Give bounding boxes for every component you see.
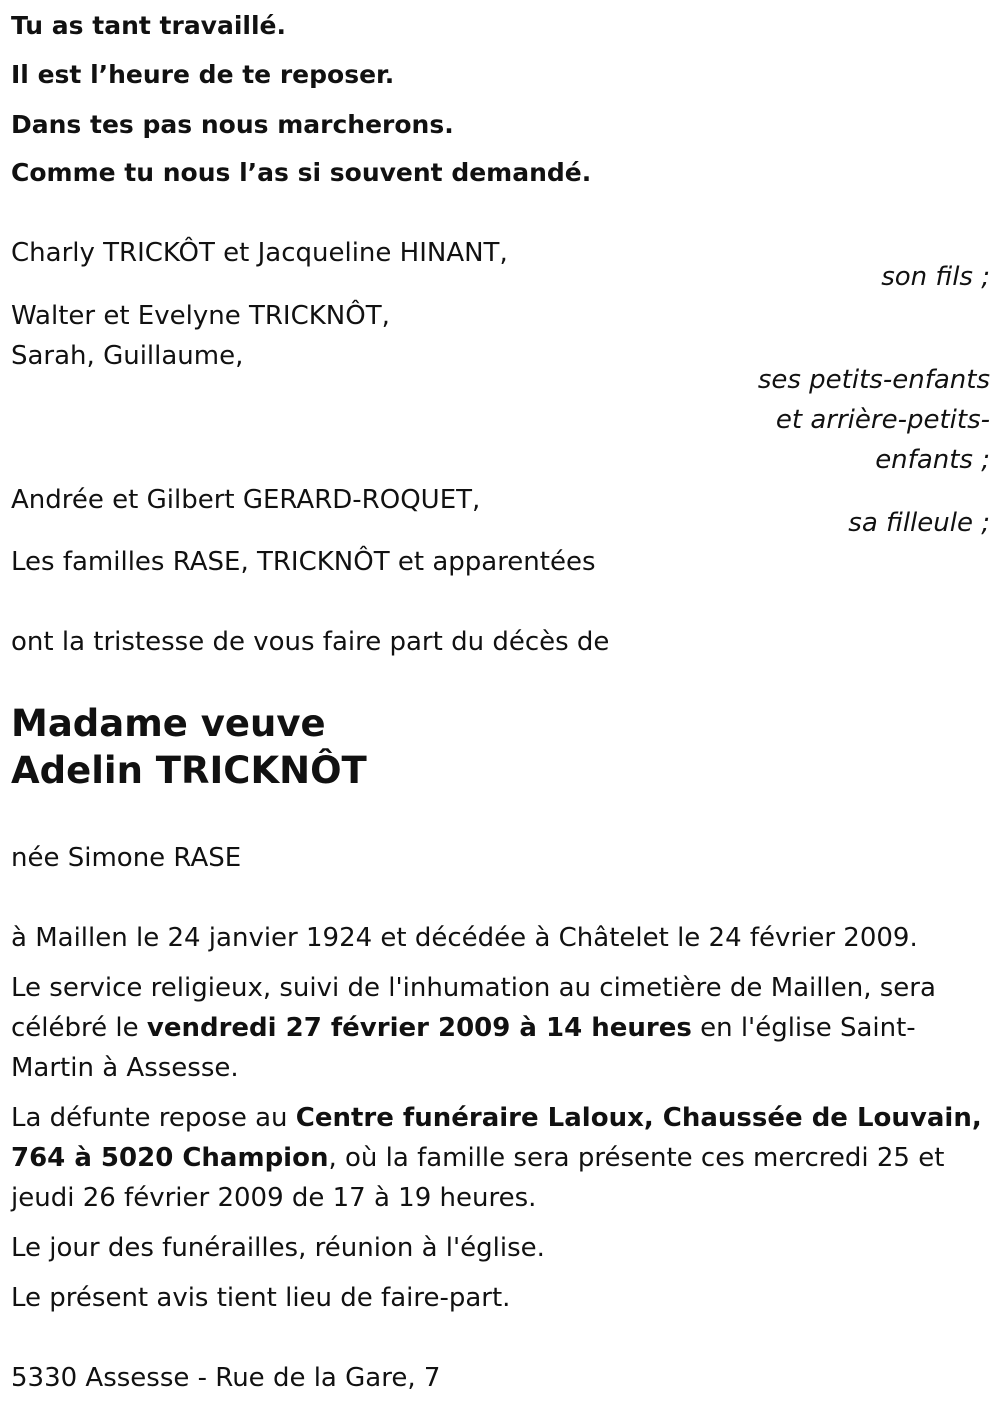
poem-line-4: Comme tu nous l’as si souvent demandé. xyxy=(11,158,592,187)
service-date: vendredi 27 février 2009 à 14 heures xyxy=(146,1013,692,1043)
family-grandchildren-2: Sarah, Guillaume, xyxy=(11,341,244,371)
role-grandchildren-2: et arrière-petits- xyxy=(775,405,990,435)
service-text-start: Le service religieux, suivi de l'inhumation au cimetière de Maillen, sera célébré le xyxy=(11,973,936,1043)
family-son: Charly TRICKÔT et Jacqueline HINANT, xyxy=(11,238,508,268)
deceased-name-line-2: Adelin TRICKNÔT xyxy=(11,749,367,792)
funeral-center: Centre funéraire Laloux, Chaussée de Louvain, 764 à 5020 Champion xyxy=(11,1103,982,1173)
family-grandchildren-1: Walter et Evelyne TRICKNÔT, xyxy=(11,301,390,331)
poem-line-1: Tu as tant travaillé. xyxy=(11,11,287,40)
service-text-end: en l'église Saint-Martin à Assesse. xyxy=(11,1013,916,1083)
address: 5330 Assesse - Rue de la Gare, 7 xyxy=(11,1363,441,1393)
birth-death-dates: à Maillen le 24 janvier 1924 et décédée à Châtelet le 24 février 2009. xyxy=(11,923,918,953)
role-son: son fils ; xyxy=(881,262,990,292)
deceased-name-line-1: Madame veuve xyxy=(11,702,326,745)
family-relatives: Les familles RASE, TRICKNÔT et apparentées xyxy=(11,547,596,577)
poem-line-2: Il est l’heure de te reposer. xyxy=(11,60,395,89)
notice-text: Le présent avis tient lieu de faire-part. xyxy=(11,1283,511,1313)
service-paragraph xyxy=(11,968,991,1088)
meeting-text: Le jour des funérailles, réunion à l'église. xyxy=(11,1233,545,1263)
role-grandchildren-3: enfants ; xyxy=(875,445,990,475)
rest-paragraph xyxy=(11,1098,991,1218)
family-goddaughter: Andrée et Gilbert GERARD-ROQUET, xyxy=(11,485,481,515)
role-grandchildren-1: ses petits-enfants xyxy=(757,365,990,395)
rest-text-end: , où la famille sera présente ces mercredi 25 et jeudi 26 février 2009 de 17 à 19 heures. xyxy=(11,1143,945,1213)
birth-name: née Simone RASE xyxy=(11,843,242,873)
poem-line-3: Dans tes pas nous marcherons. xyxy=(11,110,454,139)
rest-text-start: La défunte repose au xyxy=(11,1103,296,1133)
role-goddaughter: sa filleule ; xyxy=(848,508,990,538)
announcement-text: ont la tristesse de vous faire part du décès de xyxy=(11,627,610,657)
